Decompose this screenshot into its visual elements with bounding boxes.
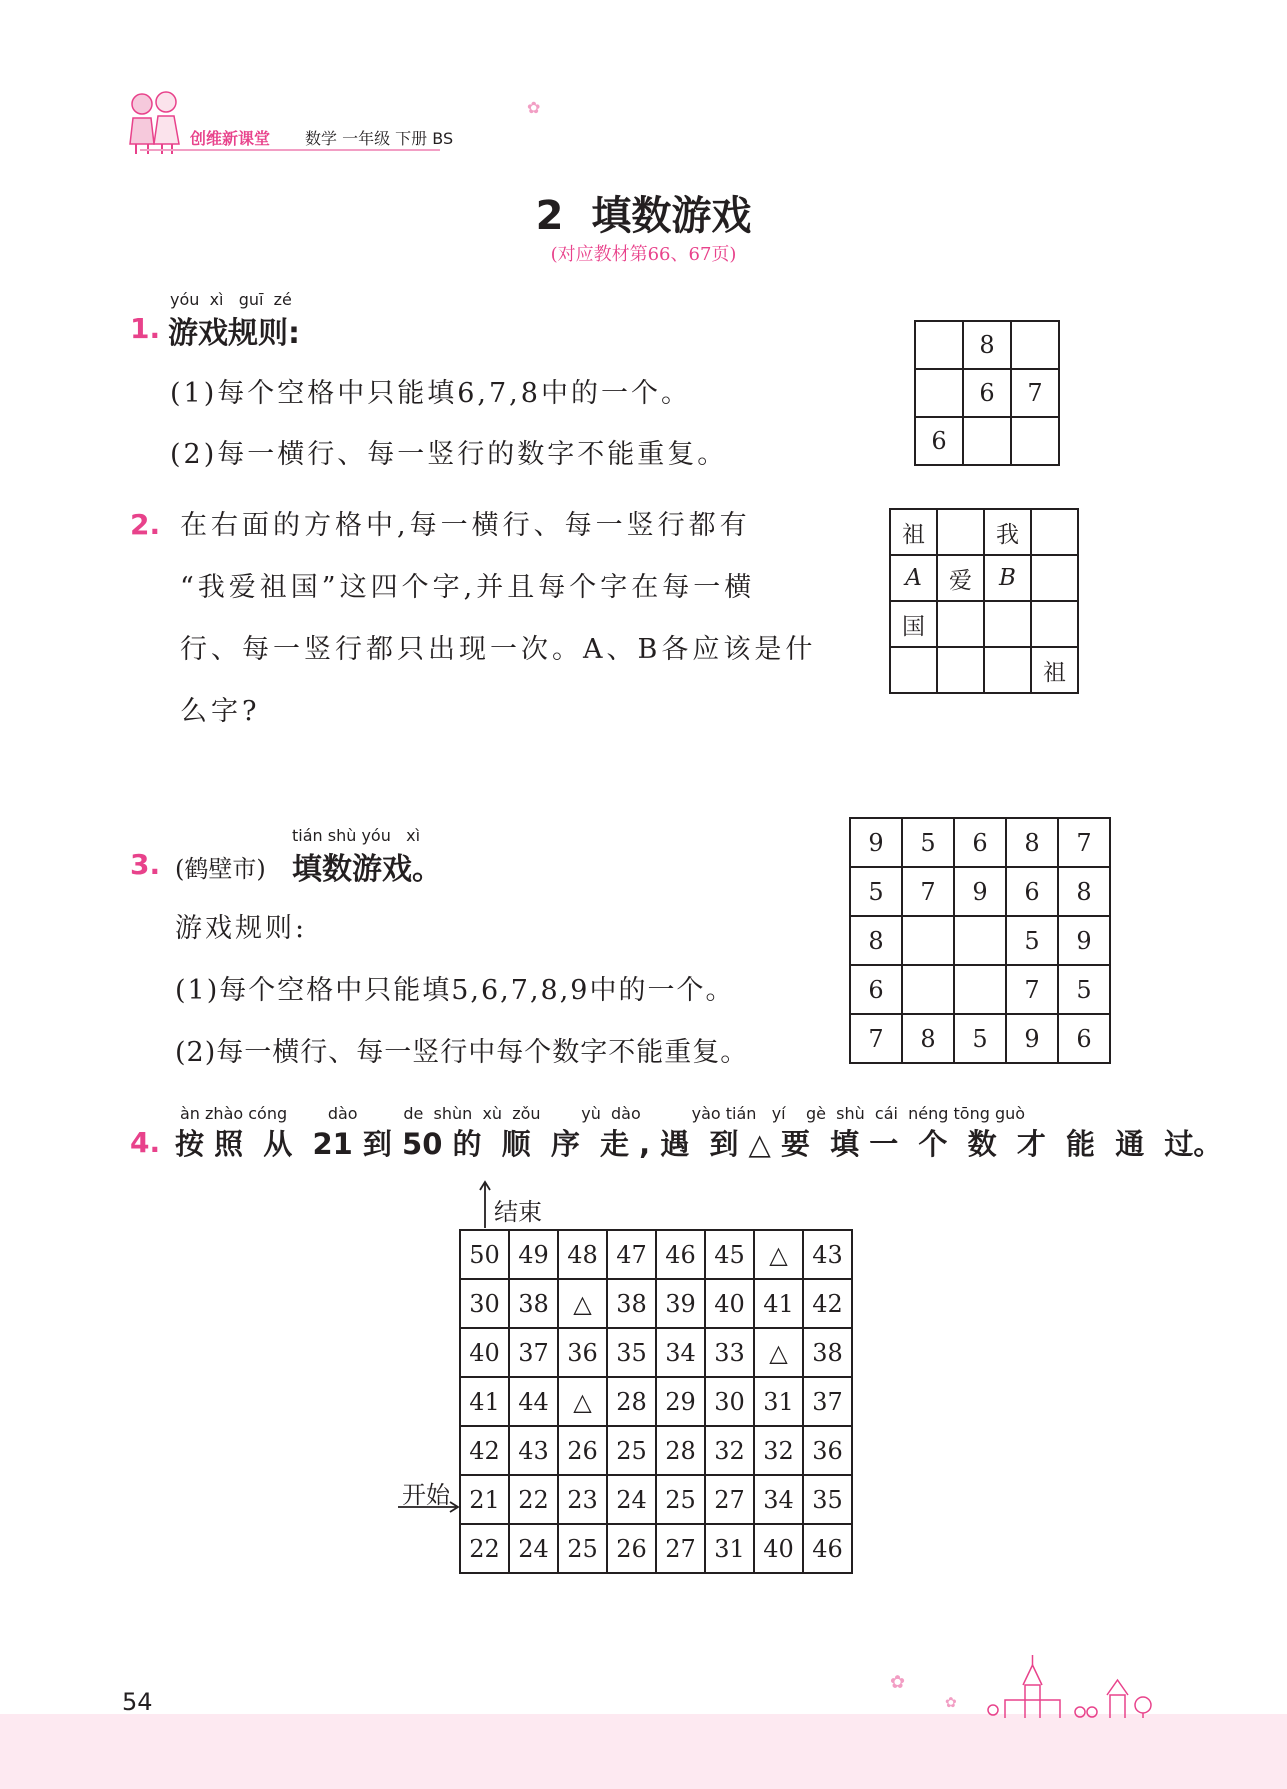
- q2-line-1: 在右面的方格中,每一横行、每一竖行都有: [180, 510, 751, 541]
- grid-cell[interactable]: 38: [607, 1279, 656, 1328]
- page-title: 2 填数游戏: [535, 193, 752, 239]
- grid-cell[interactable]: 41: [754, 1279, 803, 1328]
- grid-cell[interactable]: 39: [656, 1279, 705, 1328]
- grid-cell[interactable]: 29: [656, 1377, 705, 1426]
- start-arrow-icon: [396, 1500, 460, 1514]
- q2-line-4: 么字?: [180, 696, 261, 727]
- grid-cell[interactable]: 8: [902, 1014, 954, 1063]
- grid-cell[interactable]: 49: [509, 1230, 558, 1279]
- q1-rule-1: (1)每个空格中只能填6,7,8中的一个。: [170, 378, 691, 409]
- header-subject: 数学 一年级 下册 BS: [305, 129, 454, 148]
- grid-cell[interactable]: 22: [509, 1475, 558, 1524]
- q3-source: (鹤壁市): [175, 855, 266, 883]
- grid-cell[interactable]: 32: [705, 1426, 754, 1475]
- q3-rule-2: (2)每一横行、每一竖行中每个数字不能重复。: [175, 1037, 749, 1068]
- grid-cell[interactable]: 45: [705, 1230, 754, 1279]
- grid-cell[interactable]: 34: [656, 1328, 705, 1377]
- grid-cell[interactable]: △: [558, 1279, 607, 1328]
- grid-cell[interactable]: 8: [1058, 867, 1110, 916]
- grid-cell[interactable]: 9: [954, 867, 1006, 916]
- end-arrow-icon: [478, 1180, 492, 1230]
- end-label: 结束: [494, 1198, 542, 1226]
- grid-cell[interactable]: 43: [803, 1230, 852, 1279]
- grid-cell[interactable]: 41: [460, 1377, 509, 1426]
- grid-cell[interactable]: 37: [803, 1377, 852, 1426]
- grid-cell[interactable]: 8: [963, 321, 1011, 369]
- header-divider: [140, 149, 440, 151]
- grid-cell[interactable]: [1011, 417, 1059, 465]
- grid-cell[interactable]: 7: [902, 867, 954, 916]
- grid-cell[interactable]: 48: [558, 1230, 607, 1279]
- grid-cell[interactable]: 22: [460, 1524, 509, 1573]
- q3-rule-1: (1)每个空格中只能填5,6,7,8,9中的一个。: [175, 975, 735, 1006]
- grid-cell[interactable]: 50: [460, 1230, 509, 1279]
- grid-cell[interactable]: [1031, 555, 1078, 601]
- grid-cell[interactable]: 23: [558, 1475, 607, 1524]
- q2-number: 2.: [130, 508, 161, 541]
- q4-number: 4.: [130, 1126, 161, 1159]
- grid-cell[interactable]: [963, 417, 1011, 465]
- grid-cell[interactable]: 38: [803, 1328, 852, 1377]
- grid-cell[interactable]: 28: [607, 1377, 656, 1426]
- grid-cell[interactable]: 5: [850, 867, 902, 916]
- grid-cell[interactable]: [902, 965, 954, 1014]
- grid-cell[interactable]: 27: [705, 1475, 754, 1524]
- grid-cell[interactable]: 42: [803, 1279, 852, 1328]
- grid-cell[interactable]: 35: [803, 1475, 852, 1524]
- grid-cell[interactable]: 6: [850, 965, 902, 1014]
- grid-cell[interactable]: 28: [656, 1426, 705, 1475]
- grid-cell[interactable]: 35: [607, 1328, 656, 1377]
- q4-maze-grid: [459, 1229, 853, 1574]
- grid-cell[interactable]: 国: [890, 601, 937, 647]
- page-number: 54: [122, 1688, 153, 1716]
- grid-cell[interactable]: 25: [656, 1475, 705, 1524]
- grid-cell[interactable]: 30: [460, 1279, 509, 1328]
- grid-cell[interactable]: 26: [607, 1524, 656, 1573]
- q4-text: 按 照 从 21 到 50 的 顺 序 走 , 遇 到 △ 要 填 一 个 数 才 能 通 过。: [175, 1127, 1223, 1161]
- grid-cell[interactable]: 47: [607, 1230, 656, 1279]
- q3-grid: [849, 817, 1111, 1064]
- grid-cell[interactable]: 7: [850, 1014, 902, 1063]
- q2-line-3: 行、每一竖行都只出现一次。A、B各应该是什: [180, 634, 817, 665]
- grid-cell[interactable]: 9: [850, 818, 902, 867]
- grid-cell[interactable]: 5: [902, 818, 954, 867]
- grid-cell[interactable]: 30: [705, 1377, 754, 1426]
- grid-cell[interactable]: [937, 509, 984, 555]
- grid-cell[interactable]: 46: [656, 1230, 705, 1279]
- q3-number: 3.: [130, 848, 161, 881]
- q1-grid: [914, 320, 1060, 466]
- grid-cell[interactable]: [915, 321, 963, 369]
- grid-cell[interactable]: [1031, 509, 1078, 555]
- grid-cell[interactable]: 6: [915, 417, 963, 465]
- grid-cell[interactable]: 5: [1058, 965, 1110, 1014]
- grid-cell[interactable]: 5: [954, 1014, 1006, 1063]
- q1-title: 游戏规则:: [168, 316, 300, 351]
- grid-cell[interactable]: 40: [460, 1328, 509, 1377]
- grid-cell[interactable]: [954, 916, 1006, 965]
- grid-cell[interactable]: 36: [803, 1426, 852, 1475]
- grid-cell[interactable]: △: [754, 1328, 803, 1377]
- q1-rule-2: (2)每一横行、每一竖行的数字不能重复。: [170, 439, 728, 470]
- grid-cell[interactable]: 25: [558, 1524, 607, 1573]
- grid-cell[interactable]: 31: [754, 1377, 803, 1426]
- grid-cell[interactable]: 6: [963, 369, 1011, 417]
- grid-cell[interactable]: 6: [1006, 867, 1058, 916]
- grid-cell[interactable]: 24: [509, 1524, 558, 1573]
- grid-cell[interactable]: 43: [509, 1426, 558, 1475]
- grid-cell[interactable]: 25: [607, 1426, 656, 1475]
- grid-cell[interactable]: 爱: [937, 555, 984, 601]
- grid-cell[interactable]: A: [890, 555, 937, 601]
- grid-cell[interactable]: [937, 647, 984, 693]
- grid-cell[interactable]: [902, 916, 954, 965]
- grid-cell[interactable]: 8: [850, 916, 902, 965]
- grid-cell[interactable]: [1011, 321, 1059, 369]
- grid-cell[interactable]: 7: [1058, 818, 1110, 867]
- footer-band: [0, 1714, 1287, 1789]
- grid-cell[interactable]: 26: [558, 1426, 607, 1475]
- grid-cell[interactable]: 8: [1006, 818, 1058, 867]
- flower-decoration-icon: ✿: [527, 98, 541, 117]
- grid-cell[interactable]: B: [984, 555, 1031, 601]
- flower-decoration-icon: ✿: [890, 1672, 906, 1693]
- grid-cell[interactable]: 38: [509, 1279, 558, 1328]
- textbook-reference: (对应教材第66、67页): [550, 244, 737, 265]
- grid-cell[interactable]: 5: [1006, 916, 1058, 965]
- header-brand: 创维新课堂: [190, 129, 271, 148]
- grid-cell[interactable]: [890, 647, 937, 693]
- grid-cell[interactable]: 21: [460, 1475, 509, 1524]
- q1-number: 1.: [130, 312, 161, 345]
- grid-cell[interactable]: △: [754, 1230, 803, 1279]
- grid-cell[interactable]: 37: [509, 1328, 558, 1377]
- grid-cell[interactable]: 32: [754, 1426, 803, 1475]
- flower-decoration-icon: ✿: [945, 1695, 957, 1711]
- q2-line-2: “我爱祖国”这四个字,并且每个字在每一横: [180, 572, 756, 603]
- grid-cell[interactable]: 6: [1058, 1014, 1110, 1063]
- q3-rules-title: 游戏规则:: [175, 913, 308, 944]
- grid-cell[interactable]: 33: [705, 1328, 754, 1377]
- grid-cell[interactable]: [915, 369, 963, 417]
- grid-cell[interactable]: 34: [754, 1475, 803, 1524]
- grid-cell[interactable]: 40: [754, 1524, 803, 1573]
- grid-cell[interactable]: 24: [607, 1475, 656, 1524]
- q3-pinyin: tián shù yóu xì: [292, 826, 421, 845]
- grid-cell[interactable]: 9: [1058, 916, 1110, 965]
- q3-title: 填数游戏。: [292, 852, 442, 887]
- grid-cell[interactable]: 46: [803, 1524, 852, 1573]
- grid-cell[interactable]: [937, 601, 984, 647]
- grid-cell[interactable]: 祖: [1031, 647, 1078, 693]
- header-cartoon-kids-illustration: [124, 88, 186, 156]
- grid-cell[interactable]: 44: [509, 1377, 558, 1426]
- grid-cell[interactable]: [954, 965, 1006, 1014]
- grid-cell[interactable]: 我: [984, 509, 1031, 555]
- grid-cell[interactable]: 6: [954, 818, 1006, 867]
- grid-cell[interactable]: 31: [705, 1524, 754, 1573]
- grid-cell[interactable]: [1031, 601, 1078, 647]
- q2-grid: [889, 508, 1079, 694]
- grid-cell[interactable]: [984, 601, 1031, 647]
- grid-cell[interactable]: △: [558, 1377, 607, 1426]
- start-label: 开始: [402, 1481, 450, 1509]
- grid-cell[interactable]: 42: [460, 1426, 509, 1475]
- grid-cell[interactable]: 27: [656, 1524, 705, 1573]
- grid-cell[interactable]: 40: [705, 1279, 754, 1328]
- grid-cell[interactable]: 36: [558, 1328, 607, 1377]
- q1-pinyin: yóu xì guī zé: [170, 290, 292, 309]
- q4-pinyin: àn zhào cóng dào de shùn xù zǒu yù dào yào tián yí gè shù cái néng tōng guò: [180, 1104, 1026, 1123]
- grid-cell[interactable]: 9: [1006, 1014, 1058, 1063]
- grid-cell[interactable]: 祖: [890, 509, 937, 555]
- castle-decoration-icon: [985, 1650, 1165, 1720]
- grid-cell[interactable]: 7: [1011, 369, 1059, 417]
- grid-cell[interactable]: 7: [1006, 965, 1058, 1014]
- grid-cell[interactable]: [984, 647, 1031, 693]
